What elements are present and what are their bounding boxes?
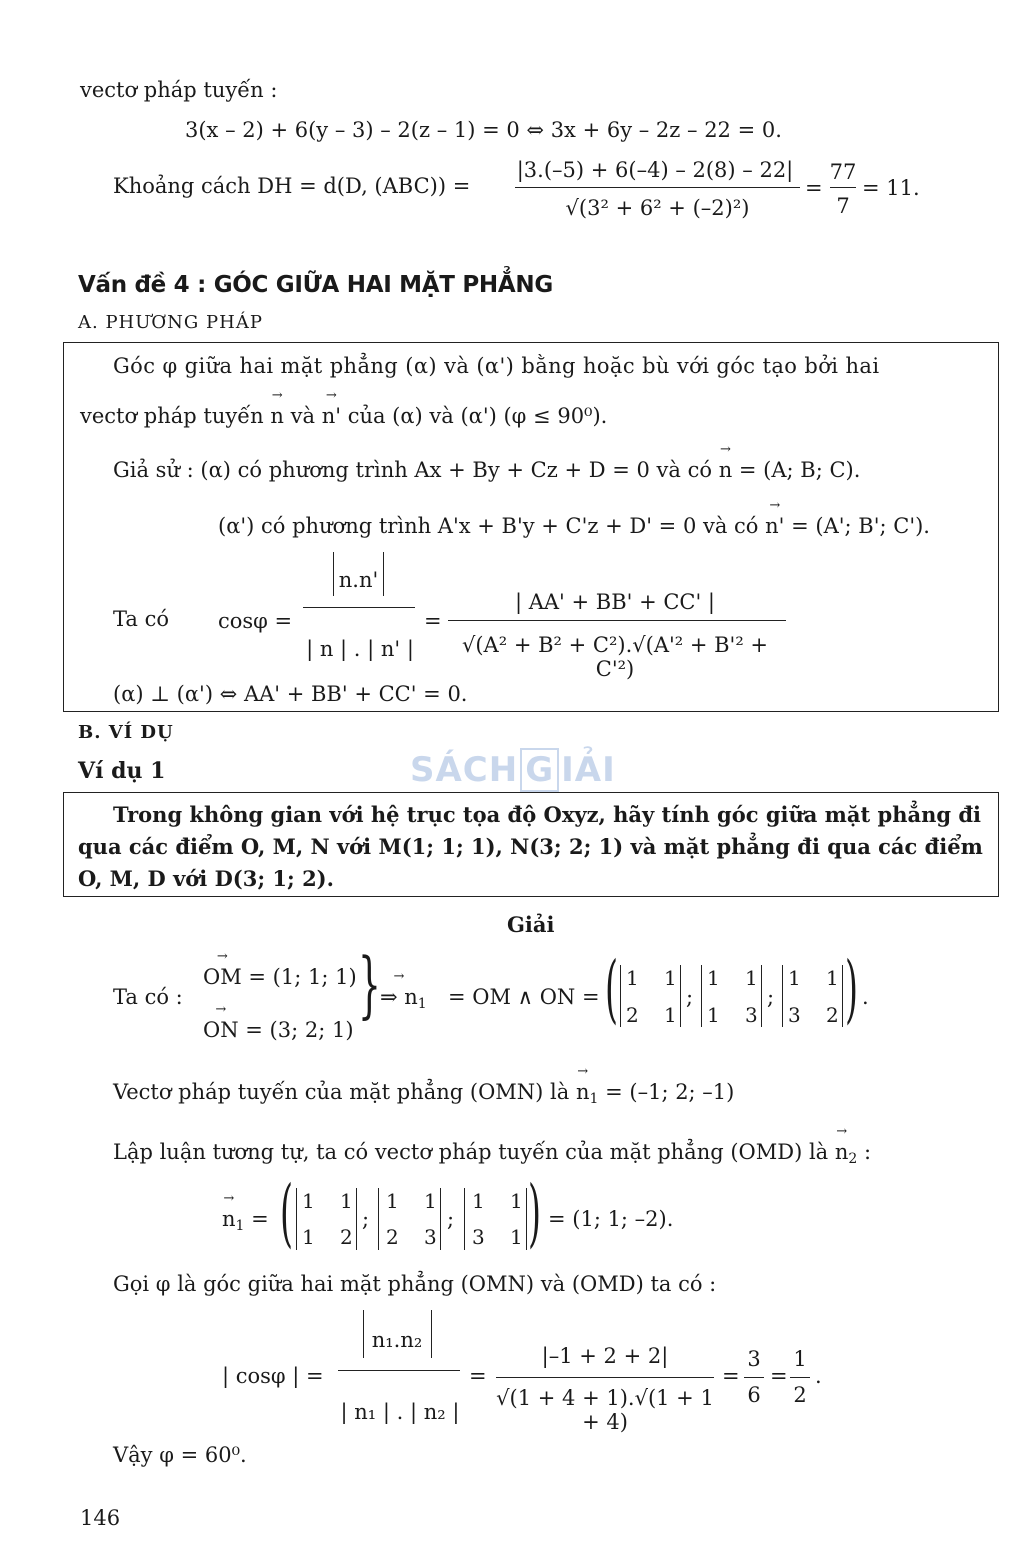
- det3-a: 1: [788, 966, 801, 990]
- det-bar: [782, 965, 783, 1027]
- on-line: → ON = (3; 2; 1): [203, 1018, 354, 1043]
- ratio1-line: [744, 1377, 764, 1378]
- section-title: Vấn đề 4 : GÓC GIỮA HAI MẶT PHẲNG: [78, 272, 553, 298]
- normal-omd: Lập luận tương tự, ta có vectơ pháp tuyến của mặt phẳng (OMD) là → $n_2$ :: [113, 1140, 871, 1168]
- paren-right-2: ): [528, 1170, 541, 1256]
- paren-right-1: ): [845, 946, 858, 1032]
- det3-b: 1: [826, 966, 839, 990]
- on-vector: → ON: [203, 1018, 239, 1043]
- k3-b: 1: [510, 1189, 523, 1213]
- cos2-numerator: n₁.n₂: [371, 1328, 423, 1352]
- cos-numerator-2: | AA' + BB' + CC' |: [514, 590, 716, 614]
- eq-a: =: [722, 1364, 740, 1388]
- det2-a: 1: [707, 966, 720, 990]
- solution-ta-co: Ta có :: [113, 985, 183, 1009]
- sep: ;: [767, 985, 775, 1009]
- n1-vector: → n: [576, 1080, 590, 1105]
- sep: ;: [362, 1207, 370, 1231]
- solution-title: Giải: [507, 912, 555, 937]
- subtitle-method: A. PHƯƠNG PHÁP: [78, 312, 263, 333]
- angle-intro: Gọi φ là góc giữa hai mặt phẳng (OMN) và (OMD) ta có :: [113, 1272, 717, 1296]
- det3-d: 2: [826, 1003, 839, 1027]
- ratio2-line: [790, 1377, 810, 1378]
- method-line-1: Góc φ giữa hai mặt phẳng (α) và (α') bằng hoặc bù với góc tạo bởi hai: [113, 354, 880, 378]
- n-vector: → n: [270, 404, 284, 429]
- det2-d: 3: [745, 1003, 758, 1027]
- cross-product: = OM ∧ ON =: [448, 985, 600, 1009]
- k2-b: 1: [424, 1189, 437, 1213]
- det-bar: [296, 1188, 297, 1250]
- ratio2-den: 2: [793, 1383, 807, 1407]
- det-bar: [440, 1188, 441, 1250]
- k3-c: 3: [472, 1225, 485, 1249]
- n1-vector: → n: [222, 1207, 236, 1232]
- det1-a: 1: [626, 966, 639, 990]
- k2-d: 3: [424, 1225, 437, 1249]
- cos-label: cosφ =: [218, 609, 293, 633]
- det1-b: 1: [664, 966, 677, 990]
- det2-c: 1: [707, 1003, 720, 1027]
- det-bar: [701, 965, 702, 1027]
- problem-line-2: qua các điểm O, M, N với M(1; 1; 1), N(3; 2; 1) và mặt phẳng đi qua các điểm: [78, 834, 983, 859]
- page-number: 146: [80, 1506, 121, 1530]
- normal-omn: Vectơ pháp tuyến của mặt phẳng (OMN) là → $n_1 = (-1$; 2; –1): [113, 1080, 734, 1108]
- om-line: → OM = (1; 1; 1): [203, 965, 357, 990]
- k1-a: 1: [302, 1189, 315, 1213]
- paren-left-2: (: [280, 1170, 293, 1256]
- ta-co-label: Ta có: [113, 607, 169, 631]
- problem-line-3: O, M, D với D(3; 1; 2).: [78, 866, 334, 891]
- end-dot: .: [815, 1364, 822, 1388]
- cos2-fraction-line-2: [496, 1377, 714, 1378]
- cos-fraction-line: [303, 607, 415, 608]
- paren-left-1: (: [605, 946, 618, 1032]
- distance-eq: =: [805, 176, 823, 200]
- conclusion: Vậy φ = 60⁰.: [113, 1443, 247, 1467]
- n1-vector: → ⇒ n: [380, 985, 418, 1010]
- cos-fraction-line-2: [448, 620, 786, 621]
- cos2-fraction-line: [338, 1370, 460, 1371]
- method-line-3: Giả sử : (α) có phương trình Ax + By + Cz + D = 0 và có → n = (A; B; C).: [113, 458, 860, 483]
- cos-eq: =: [424, 609, 442, 633]
- det-bar: [356, 1188, 357, 1250]
- det-bar: [526, 1188, 527, 1250]
- det-bar: [761, 965, 762, 1027]
- det-bar: [378, 1188, 379, 1250]
- k1-d: 2: [340, 1225, 353, 1249]
- cos2-numerator-2: |–1 + 2 + 2|: [541, 1344, 669, 1368]
- eq-b: =: [770, 1364, 788, 1388]
- sep: ;: [447, 1207, 455, 1231]
- distance-numerator: |3.(–5) + 6(–4) – 2(8) – 22|: [516, 158, 794, 182]
- perpendicular-condition: (α) ⊥ (α') ⇔ AA' + BB' + CC' = 0.: [113, 682, 468, 706]
- sep: ;: [686, 985, 694, 1009]
- intro-text: vectơ pháp tuyến :: [80, 78, 278, 102]
- plane-equation: 3(x – 2) + 6(y – 3) – 2(z – 1) = 0 ⇔ 3x + 6y – 2z – 22 = 0.: [185, 118, 782, 142]
- end-dot: .: [862, 985, 869, 1009]
- det-bar: [620, 965, 621, 1027]
- distance-denominator: √(3² + 6² + (–2)²): [565, 196, 750, 220]
- method-line-4: (α') có phương trình A'x + B'y + C'z + D' = 0 và có → n' = (A'; B'; C').: [218, 514, 930, 539]
- det-bar: [680, 965, 681, 1027]
- n-prime-vector: → n': [322, 404, 341, 429]
- cos-numerator: n.n': [338, 568, 379, 592]
- det2-b: 1: [745, 966, 758, 990]
- n-prime-vector-2: → n': [765, 514, 784, 539]
- problem-line-1: Trong không gian với hệ trục tọa độ Oxyz, hãy tính góc giữa mặt phẳng đi: [113, 802, 981, 827]
- cos2-denominator-2: √(1 + 4 + 1).√(1 + 1 + 4): [496, 1386, 714, 1434]
- ratio1-den: 6: [747, 1383, 761, 1407]
- distance-frac-den: 7: [836, 194, 850, 218]
- subtitle-example: B. VÍ DỤ: [78, 722, 174, 743]
- distance-frac-line: [830, 187, 856, 188]
- det3-c: 3: [788, 1003, 801, 1027]
- n2-vector: → n: [835, 1140, 849, 1165]
- ratio1-num: 3: [747, 1347, 761, 1371]
- k2-a: 1: [386, 1189, 399, 1213]
- distance-result: = 11.: [862, 176, 920, 200]
- implies-n1: → ⇒ $n_1$: [380, 985, 427, 1013]
- watermark-logo: SÁCH G IẢI: [410, 750, 616, 790]
- k3-d: 1: [510, 1225, 523, 1249]
- om-vector: → OM: [203, 965, 242, 990]
- distance-frac-num: 77: [829, 160, 857, 184]
- det-bar: [842, 965, 843, 1027]
- cos2-eq: =: [469, 1364, 487, 1388]
- n1-result: = (1; 1; –2).: [548, 1207, 674, 1231]
- abs-cos-label: | cosφ | =: [222, 1364, 324, 1388]
- distance-label: Khoảng cách DH = d(D, (ABC)) =: [113, 174, 471, 198]
- k2-c: 2: [386, 1225, 399, 1249]
- det1-d: 1: [664, 1003, 677, 1027]
- det-bar: [464, 1188, 465, 1250]
- k1-c: 1: [302, 1225, 315, 1249]
- cos-denominator: | n | . | n' |: [306, 637, 414, 661]
- cos-denominator-2: √(A² + B² + C²).√(A'² + B'² + C'²): [461, 633, 769, 681]
- method-line-2: vectơ pháp tuyến → n và → n' của (α) và (α') (φ ≤ 90⁰).: [80, 404, 607, 429]
- ratio2-num: 1: [793, 1347, 807, 1371]
- example-title: Ví dụ 1: [78, 758, 166, 784]
- n1-label: → $n_1$ =: [222, 1207, 269, 1235]
- distance-fraction-line: [515, 187, 800, 188]
- k1-b: 1: [340, 1189, 353, 1213]
- det1-c: 2: [626, 1003, 639, 1027]
- n-vector-2: → n: [719, 458, 733, 483]
- k3-a: 1: [472, 1189, 485, 1213]
- cos2-denominator: | n₁ | . | n₂ |: [340, 1400, 460, 1424]
- right-brace: }: [358, 942, 381, 1026]
